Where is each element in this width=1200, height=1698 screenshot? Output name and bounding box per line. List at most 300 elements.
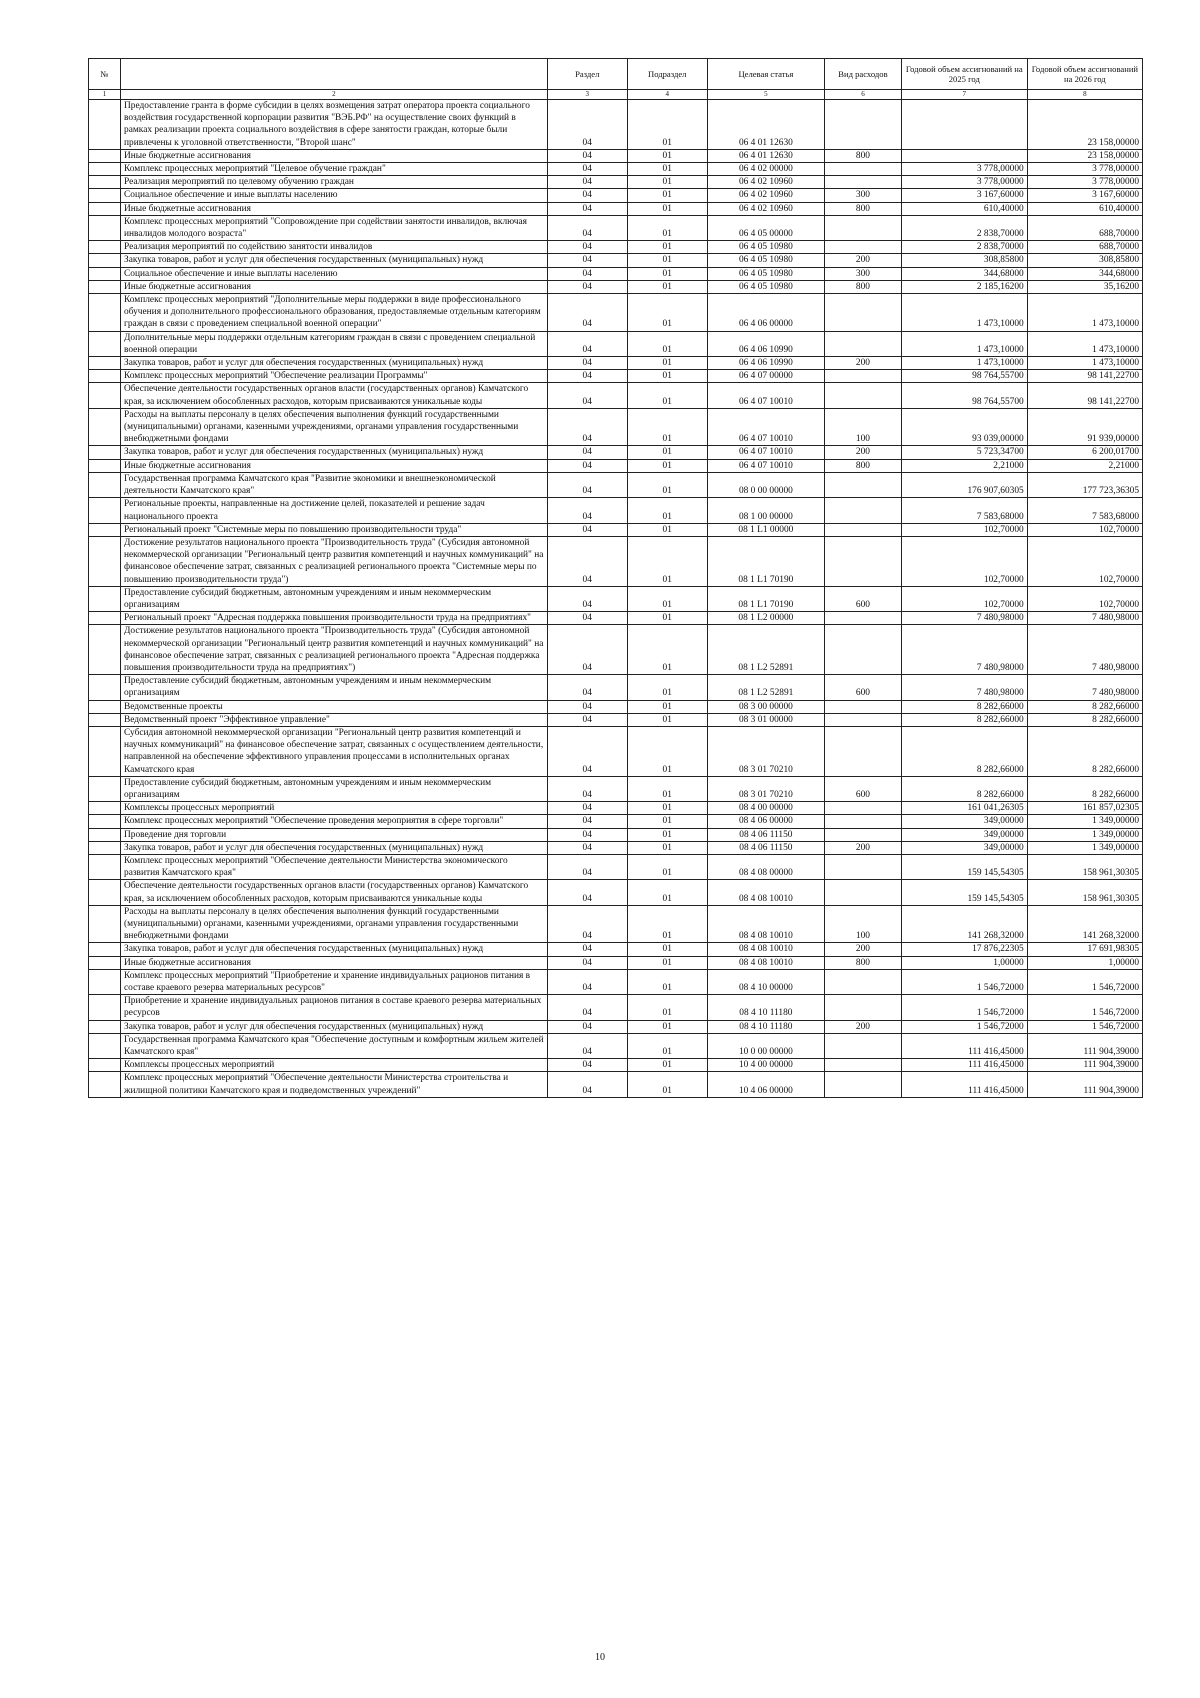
budget-table — [88, 58, 1143, 1098]
volume-2025-cell: 308,85800 — [901, 254, 1027, 267]
target-article-cell: 06 4 07 10010 — [707, 459, 824, 472]
volume-2025-cell: 8 282,66000 — [901, 726, 1027, 776]
section-cell: 04 — [547, 880, 627, 905]
section-cell: 04 — [547, 969, 627, 994]
volume-2026-cell: 161 857,02305 — [1027, 802, 1142, 815]
table-row — [89, 776, 1143, 801]
expense-type-cell: 200 — [825, 357, 902, 370]
subsection-cell: 01 — [627, 100, 707, 150]
row-name-cell: Проведение дня торговли — [121, 828, 548, 841]
volume-2025-cell: 98 764,55700 — [901, 370, 1027, 383]
subsection-cell: 01 — [627, 163, 707, 176]
expense-type-cell — [825, 176, 902, 189]
section-cell: 04 — [547, 1059, 627, 1072]
volume-2026-cell: 1 349,00000 — [1027, 815, 1142, 828]
volume-2025-cell: 7 480,98000 — [901, 675, 1027, 700]
volume-2026-cell: 98 141,22700 — [1027, 370, 1142, 383]
volume-2025-cell: 7 480,98000 — [901, 612, 1027, 625]
row-number-cell — [89, 202, 121, 215]
subsection-cell: 01 — [627, 612, 707, 625]
subsection-cell: 01 — [627, 331, 707, 356]
section-cell: 04 — [547, 408, 627, 446]
row-name-cell: Иные бюджетные ассигнования — [121, 149, 548, 162]
table-row — [89, 880, 1143, 905]
column-number: 3 — [547, 90, 627, 100]
row-name-cell: Субсидия автономной некоммерческой организации "Региональный центр развития компетенций и научных коммуникаций" на финансовое обеспечение затрат, связанных с осуществлением деятельности, направленной на обеспечение эффективного управления процессами в исполнительных органах Камчатского края — [121, 726, 548, 776]
section-cell: 04 — [547, 459, 627, 472]
subsection-cell: 01 — [627, 995, 707, 1020]
header-name — [121, 59, 548, 90]
column-number: 2 — [121, 90, 548, 100]
target-article-cell: 08 4 10 11180 — [707, 995, 824, 1020]
subsection-cell: 01 — [627, 149, 707, 162]
row-number-cell — [89, 383, 121, 408]
expense-type-cell: 200 — [825, 943, 902, 956]
volume-2026-cell: 23 158,00000 — [1027, 100, 1142, 150]
subsection-cell: 01 — [627, 498, 707, 523]
row-number-cell — [89, 254, 121, 267]
section-cell: 04 — [547, 905, 627, 943]
section-cell: 04 — [547, 612, 627, 625]
expense-type-cell: 800 — [825, 202, 902, 215]
table-row — [89, 149, 1143, 162]
target-article-cell: 06 4 01 12630 — [707, 149, 824, 162]
volume-2026-cell: 688,70000 — [1027, 215, 1142, 240]
volume-2025-cell: 1 473,10000 — [901, 294, 1027, 332]
target-article-cell: 06 4 02 00000 — [707, 163, 824, 176]
row-number-cell — [89, 815, 121, 828]
section-cell: 04 — [547, 995, 627, 1020]
row-name-cell: Комплексы процессных мероприятий — [121, 1059, 548, 1072]
table-row — [89, 1072, 1143, 1097]
volume-2025-cell: 349,00000 — [901, 815, 1027, 828]
row-number-cell — [89, 536, 121, 586]
volume-2025-cell: 7 480,98000 — [901, 625, 1027, 675]
target-article-cell: 08 1 L2 52891 — [707, 675, 824, 700]
row-number-cell — [89, 776, 121, 801]
table-row — [89, 446, 1143, 459]
target-article-cell: 08 1 L2 52891 — [707, 625, 824, 675]
expense-type-cell: 200 — [825, 1020, 902, 1033]
table-row — [89, 370, 1143, 383]
target-article-cell: 10 4 06 00000 — [707, 1072, 824, 1097]
section-cell: 04 — [547, 241, 627, 254]
row-number-cell — [89, 1059, 121, 1072]
subsection-cell: 01 — [627, 267, 707, 280]
volume-2026-cell: 91 939,00000 — [1027, 408, 1142, 446]
row-number-cell — [89, 357, 121, 370]
target-article-cell: 08 4 08 10010 — [707, 905, 824, 943]
expense-type-cell — [825, 713, 902, 726]
target-article-cell: 08 4 08 10010 — [707, 880, 824, 905]
subsection-cell: 01 — [627, 802, 707, 815]
column-number: 7 — [901, 90, 1027, 100]
expense-type-cell: 100 — [825, 408, 902, 446]
row-number-cell — [89, 459, 121, 472]
section-cell: 04 — [547, 370, 627, 383]
expense-type-cell: 300 — [825, 267, 902, 280]
volume-2026-cell: 610,40000 — [1027, 202, 1142, 215]
row-name-cell: Обеспечение деятельности государственных органов власти (государственных органов) Камчатского края, за исключением обособленных расходов, которым присваиваются уникальные коды — [121, 880, 548, 905]
row-name-cell: Комплекс процессных мероприятий "Дополнительные меры поддержки в виде профессионального обучения и дополнительного профессионального образования, предоставляемые отдельным категориям граждан в связи с проведением специальной военной операции" — [121, 294, 548, 332]
volume-2025-cell: 2 838,70000 — [901, 215, 1027, 240]
row-name-cell: Комплекс процессных мероприятий "Обеспечение деятельности Министерства экономического развития Камчатского края" — [121, 854, 548, 879]
volume-2026-cell: 98 141,22700 — [1027, 383, 1142, 408]
target-article-cell: 08 0 00 00000 — [707, 472, 824, 497]
volume-2025-cell: 8 282,66000 — [901, 713, 1027, 726]
subsection-cell: 01 — [627, 254, 707, 267]
section-cell: 04 — [547, 267, 627, 280]
table-row — [89, 383, 1143, 408]
subsection-cell: 01 — [627, 176, 707, 189]
header-row — [89, 59, 1143, 90]
section-cell: 04 — [547, 163, 627, 176]
table-row — [89, 163, 1143, 176]
volume-2025-cell: 111 416,45000 — [901, 1059, 1027, 1072]
section-cell: 04 — [547, 536, 627, 586]
column-number: 4 — [627, 90, 707, 100]
row-number-cell — [89, 1072, 121, 1097]
table-row — [89, 408, 1143, 446]
subsection-cell: 01 — [627, 969, 707, 994]
row-number-cell — [89, 828, 121, 841]
target-article-cell: 08 3 01 70210 — [707, 776, 824, 801]
row-number-cell — [89, 370, 121, 383]
expense-type-cell — [825, 536, 902, 586]
row-number-cell — [89, 149, 121, 162]
row-number-cell — [89, 163, 121, 176]
section-cell: 04 — [547, 1072, 627, 1097]
volume-2026-cell: 177 723,36305 — [1027, 472, 1142, 497]
volume-2025-cell: 3 167,60000 — [901, 189, 1027, 202]
volume-2026-cell: 1 546,72000 — [1027, 995, 1142, 1020]
table-row — [89, 700, 1143, 713]
row-number-cell — [89, 969, 121, 994]
table-row — [89, 294, 1143, 332]
expense-type-cell — [825, 854, 902, 879]
expense-type-cell — [825, 163, 902, 176]
table-row — [89, 969, 1143, 994]
expense-type-cell: 200 — [825, 841, 902, 854]
target-article-cell: 10 0 00 00000 — [707, 1033, 824, 1058]
volume-2025-cell: 8 282,66000 — [901, 700, 1027, 713]
volume-2026-cell: 111 904,39000 — [1027, 1072, 1142, 1097]
section-cell: 04 — [547, 943, 627, 956]
volume-2026-cell: 111 904,39000 — [1027, 1059, 1142, 1072]
target-article-cell: 08 4 00 00000 — [707, 802, 824, 815]
target-article-cell: 08 4 08 10010 — [707, 956, 824, 969]
volume-2026-cell: 8 282,66000 — [1027, 713, 1142, 726]
row-number-cell — [89, 802, 121, 815]
section-cell: 04 — [547, 446, 627, 459]
target-article-cell: 08 4 08 00000 — [707, 854, 824, 879]
volume-2026-cell: 158 961,30305 — [1027, 854, 1142, 879]
target-article-cell: 08 4 06 11150 — [707, 841, 824, 854]
volume-2025-cell: 2 185,16200 — [901, 280, 1027, 293]
row-name-cell: Достижение результатов национального проекта "Производительность труда" (Субсидия автономной некоммерческой организации "Региональный центр развития компетенций и научных коммуникаций" на финансовое обеспечение затрат, связанных с реализацией регионального проекта "Адресная поддержка повышения производительности труда на предприятиях") — [121, 625, 548, 675]
volume-2025-cell: 102,70000 — [901, 523, 1027, 536]
row-name-cell: Дополнительные меры поддержки отдельным категориям граждан в связи с проведением специальной военной операции — [121, 331, 548, 356]
row-name-cell: Предоставление субсидий бюджетным, автономным учреждениям и иным некоммерческим организациям — [121, 776, 548, 801]
volume-2026-cell: 102,70000 — [1027, 586, 1142, 611]
expense-type-cell — [825, 241, 902, 254]
subsection-cell: 01 — [627, 280, 707, 293]
target-article-cell: 08 1 00 00000 — [707, 498, 824, 523]
expense-type-cell: 100 — [825, 905, 902, 943]
section-cell: 04 — [547, 189, 627, 202]
row-number-cell — [89, 498, 121, 523]
row-number-cell — [89, 176, 121, 189]
target-article-cell: 08 1 L1 70190 — [707, 586, 824, 611]
volume-2026-cell: 1 473,10000 — [1027, 331, 1142, 356]
expense-type-cell — [825, 880, 902, 905]
volume-2025-cell: 159 145,54305 — [901, 880, 1027, 905]
volume-2025-cell: 1 473,10000 — [901, 331, 1027, 356]
target-article-cell: 08 4 08 10010 — [707, 943, 824, 956]
volume-2026-cell: 8 282,66000 — [1027, 700, 1142, 713]
volume-2025-cell: 1 473,10000 — [901, 357, 1027, 370]
volume-2026-cell: 1,00000 — [1027, 956, 1142, 969]
section-cell: 04 — [547, 498, 627, 523]
subsection-cell: 01 — [627, 1059, 707, 1072]
row-name-cell: Обеспечение деятельности государственных органов власти (государственных органов) Камчатского края, за исключением обособленных расходов, которым присваиваются уникальные коды — [121, 383, 548, 408]
table-row — [89, 523, 1143, 536]
row-name-cell: Закупка товаров, работ и услуг для обеспечения государственных (муниципальных) нужд — [121, 1020, 548, 1033]
expense-type-cell — [825, 726, 902, 776]
section-cell: 04 — [547, 149, 627, 162]
expense-type-cell — [825, 828, 902, 841]
subsection-cell: 01 — [627, 905, 707, 943]
subsection-cell: 01 — [627, 189, 707, 202]
row-number-cell — [89, 956, 121, 969]
row-number-cell — [89, 267, 121, 280]
subsection-cell: 01 — [627, 943, 707, 956]
volume-2026-cell: 7 583,68000 — [1027, 498, 1142, 523]
volume-2025-cell: 8 282,66000 — [901, 776, 1027, 801]
row-number-cell — [89, 331, 121, 356]
row-name-cell: Закупка товаров, работ и услуг для обеспечения государственных (муниципальных) нужд — [121, 841, 548, 854]
target-article-cell: 06 4 07 10010 — [707, 446, 824, 459]
table-row — [89, 713, 1143, 726]
target-article-cell: 06 4 02 10960 — [707, 189, 824, 202]
target-article-cell: 06 4 02 10960 — [707, 202, 824, 215]
target-article-cell: 06 4 07 10010 — [707, 408, 824, 446]
table-row — [89, 1059, 1143, 1072]
table-row — [89, 100, 1143, 150]
row-name-cell: Иные бюджетные ассигнования — [121, 202, 548, 215]
header-section: Раздел — [547, 59, 627, 90]
volume-2025-cell — [901, 100, 1027, 150]
column-number: 1 — [89, 90, 121, 100]
table-row — [89, 472, 1143, 497]
volume-2025-cell: 161 041,26305 — [901, 802, 1027, 815]
subsection-cell: 01 — [627, 472, 707, 497]
table-row — [89, 995, 1143, 1020]
column-number: 8 — [1027, 90, 1142, 100]
row-name-cell: Комплекс процессных мероприятий "Сопровождение при содействии занятости инвалидов, включая инвалидов молодого возраста" — [121, 215, 548, 240]
table-row — [89, 241, 1143, 254]
row-name-cell: Закупка товаров, работ и услуг для обеспечения государственных (муниципальных) нужд — [121, 446, 548, 459]
volume-2026-cell: 7 480,98000 — [1027, 612, 1142, 625]
row-number-cell — [89, 700, 121, 713]
volume-2026-cell: 7 480,98000 — [1027, 675, 1142, 700]
row-name-cell: Закупка товаров, работ и услуг для обеспечения государственных (муниципальных) нужд — [121, 943, 548, 956]
volume-2025-cell: 102,70000 — [901, 536, 1027, 586]
volume-2026-cell: 688,70000 — [1027, 241, 1142, 254]
table-row — [89, 189, 1143, 202]
target-article-cell: 08 4 06 00000 — [707, 815, 824, 828]
volume-2026-cell: 7 480,98000 — [1027, 625, 1142, 675]
section-cell: 04 — [547, 956, 627, 969]
section-cell: 04 — [547, 854, 627, 879]
section-cell: 04 — [547, 713, 627, 726]
volume-2026-cell: 1 349,00000 — [1027, 828, 1142, 841]
expense-type-cell — [825, 1033, 902, 1058]
row-name-cell: Региональный проект "Системные меры по повышению производительности труда" — [121, 523, 548, 536]
header-subsection: Подраздел — [627, 59, 707, 90]
row-number-cell — [89, 1020, 121, 1033]
volume-2025-cell: 5 723,34700 — [901, 446, 1027, 459]
subsection-cell: 01 — [627, 408, 707, 446]
volume-2025-cell: 349,00000 — [901, 828, 1027, 841]
expense-type-cell — [825, 802, 902, 815]
volume-2025-cell — [901, 149, 1027, 162]
volume-2025-cell: 159 145,54305 — [901, 854, 1027, 879]
section-cell: 04 — [547, 675, 627, 700]
target-article-cell: 06 4 05 10980 — [707, 254, 824, 267]
row-name-cell: Закупка товаров, работ и услуг для обеспечения государственных (муниципальных) нужд — [121, 254, 548, 267]
row-number-cell — [89, 523, 121, 536]
table-row — [89, 357, 1143, 370]
subsection-cell: 01 — [627, 357, 707, 370]
subsection-cell: 01 — [627, 536, 707, 586]
row-number-cell — [89, 294, 121, 332]
section-cell: 04 — [547, 586, 627, 611]
target-article-cell: 06 4 02 10960 — [707, 176, 824, 189]
volume-2026-cell: 111 904,39000 — [1027, 1033, 1142, 1058]
expense-type-cell — [825, 472, 902, 497]
table-row — [89, 841, 1143, 854]
target-article-cell: 06 4 07 00000 — [707, 370, 824, 383]
target-article-cell: 08 3 01 70210 — [707, 726, 824, 776]
expense-type-cell: 800 — [825, 280, 902, 293]
volume-2026-cell: 1 473,10000 — [1027, 294, 1142, 332]
subsection-cell: 01 — [627, 459, 707, 472]
row-number-cell — [89, 280, 121, 293]
table-row — [89, 802, 1143, 815]
target-article-cell: 06 4 07 10010 — [707, 383, 824, 408]
volume-2026-cell: 2,21000 — [1027, 459, 1142, 472]
row-number-cell — [89, 726, 121, 776]
subsection-cell: 01 — [627, 675, 707, 700]
volume-2025-cell: 344,68000 — [901, 267, 1027, 280]
table-row — [89, 905, 1143, 943]
section-cell: 04 — [547, 176, 627, 189]
target-article-cell: 08 4 10 11180 — [707, 1020, 824, 1033]
expense-type-cell: 600 — [825, 586, 902, 611]
table-row — [89, 215, 1143, 240]
row-number-cell — [89, 713, 121, 726]
subsection-cell: 01 — [627, 446, 707, 459]
column-number: 5 — [707, 90, 824, 100]
row-name-cell: Предоставление субсидий бюджетным, автономным учреждениям и иным некоммерческим организациям — [121, 675, 548, 700]
volume-2026-cell: 6 200,01700 — [1027, 446, 1142, 459]
header-expense-type: Вид расходов — [825, 59, 902, 90]
section-cell: 04 — [547, 1033, 627, 1058]
target-article-cell: 06 4 06 10990 — [707, 331, 824, 356]
table-row — [89, 956, 1143, 969]
header-num: № — [89, 59, 121, 90]
target-article-cell: 06 4 05 00000 — [707, 215, 824, 240]
row-number-cell — [89, 905, 121, 943]
row-name-cell: Государственная программа Камчатского края "Развитие экономики и внешнеэкономической деятельности Камчатского края" — [121, 472, 548, 497]
volume-2025-cell: 176 907,60305 — [901, 472, 1027, 497]
row-number-cell — [89, 215, 121, 240]
table-row — [89, 675, 1143, 700]
section-cell: 04 — [547, 254, 627, 267]
row-name-cell: Комплекс процессных мероприятий "Обеспечение реализации Программы" — [121, 370, 548, 383]
target-article-cell: 06 4 01 12630 — [707, 100, 824, 150]
section-cell: 04 — [547, 202, 627, 215]
volume-2025-cell: 610,40000 — [901, 202, 1027, 215]
section-cell: 04 — [547, 828, 627, 841]
table-row — [89, 202, 1143, 215]
volume-2025-cell: 102,70000 — [901, 586, 1027, 611]
expense-type-cell — [825, 815, 902, 828]
table-row — [89, 943, 1143, 956]
target-article-cell: 08 1 L1 70190 — [707, 536, 824, 586]
expense-type-cell: 200 — [825, 446, 902, 459]
expense-type-cell — [825, 625, 902, 675]
table-row — [89, 612, 1143, 625]
section-cell: 04 — [547, 383, 627, 408]
row-name-cell: Расходы на выплаты персоналу в целях обеспечения выполнения функций государственными (муниципальными) органами, казенными учреждениями, органами управления государственными внебюджетными фондами — [121, 905, 548, 943]
volume-2025-cell: 7 583,68000 — [901, 498, 1027, 523]
column-number: 6 — [825, 90, 902, 100]
expense-type-cell: 600 — [825, 675, 902, 700]
volume-2025-cell: 1 546,72000 — [901, 969, 1027, 994]
page-number: 10 — [595, 1652, 605, 1663]
section-cell: 04 — [547, 100, 627, 150]
target-article-cell: 08 4 10 00000 — [707, 969, 824, 994]
volume-2026-cell: 3 778,00000 — [1027, 163, 1142, 176]
row-name-cell: Иные бюджетные ассигнования — [121, 956, 548, 969]
table-row — [89, 1033, 1143, 1058]
table-row — [89, 280, 1143, 293]
table-row — [89, 854, 1143, 879]
row-name-cell: Социальное обеспечение и иные выплаты населению — [121, 189, 548, 202]
row-number-cell — [89, 586, 121, 611]
row-name-cell: Ведомственные проекты — [121, 700, 548, 713]
volume-2025-cell: 98 764,55700 — [901, 383, 1027, 408]
row-name-cell: Реализация мероприятий по содействию занятости инвалидов — [121, 241, 548, 254]
subsection-cell: 01 — [627, 880, 707, 905]
row-number-cell — [89, 100, 121, 150]
row-name-cell: Закупка товаров, работ и услуг для обеспечения государственных (муниципальных) нужд — [121, 357, 548, 370]
row-number-cell — [89, 408, 121, 446]
row-number-cell — [89, 625, 121, 675]
expense-type-cell: 800 — [825, 956, 902, 969]
target-article-cell: 08 1 L2 00000 — [707, 612, 824, 625]
row-name-cell: Комплекс процессных мероприятий "Приобретение и хранение индивидуальных рационов питания в составе краевого резерва материальных ресурсов" — [121, 969, 548, 994]
section-cell: 04 — [547, 726, 627, 776]
expense-type-cell — [825, 1072, 902, 1097]
volume-2026-cell: 1 546,72000 — [1027, 1020, 1142, 1033]
target-article-cell: 06 4 05 10980 — [707, 267, 824, 280]
volume-2025-cell: 2,21000 — [901, 459, 1027, 472]
table-row — [89, 536, 1143, 586]
row-name-cell: Комплексы процессных мероприятий — [121, 802, 548, 815]
